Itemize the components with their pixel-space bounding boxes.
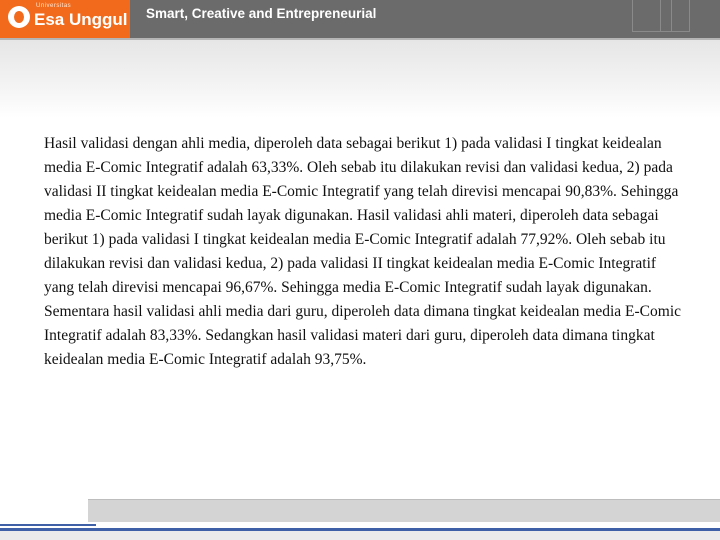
footer-accent-line	[0, 524, 96, 526]
body-paragraph: Hasil validasi dengan ahli media, diperoleh data sebagai berikut 1) pada validasi I tingkat keidealan media E-Comic Integratif adalah 63,33%. Oleh sebab itu dilakukan revisi dan validasi kedua, 2) pada validasi II tingkat keidealan media E-Comic Integratif yang telah direvisi mencapai 90,83%. Sehingga media E-Comic Integratif sudah layak digunakan. Hasil validasi ahli materi, diperoleh data sebagai berikut 1) pada validasi I tingkat keidealan media E-Comic Integratif adalah 77,92%. Oleh sebab itu dilakukan revisi dan validasi kedua, 2) pada validasi II tingkat keidealan media E-Comic Integratif yang telah direvisi mencapai 96,67%. Sehingga media E-Comic Integratif sudah layak digunakan. Sementara hasil validasi ahli media dari guru, diperoleh data dimana tingkat keidealan media E-Comic Integratif adalah 83,33%. Sedangkan hasil validasi materi dari guru, diperoleh data dimana tingkat keidealan media E-Comic Integratif adalah 93,75%.	[44, 135, 682, 368]
logo-subtitle: Universitas	[36, 3, 72, 9]
logo-emblem-icon	[8, 6, 30, 28]
university-logo[interactable]	[0, 0, 130, 38]
header-decor-box	[660, 0, 690, 32]
footer-bar	[88, 499, 720, 522]
logo-text: Esa Unggul	[34, 10, 128, 29]
header-tagline: Smart, Creative and Entrepreneurial	[146, 6, 377, 21]
header-bar	[0, 0, 720, 38]
title-band	[0, 40, 720, 118]
footer-base	[0, 531, 720, 540]
